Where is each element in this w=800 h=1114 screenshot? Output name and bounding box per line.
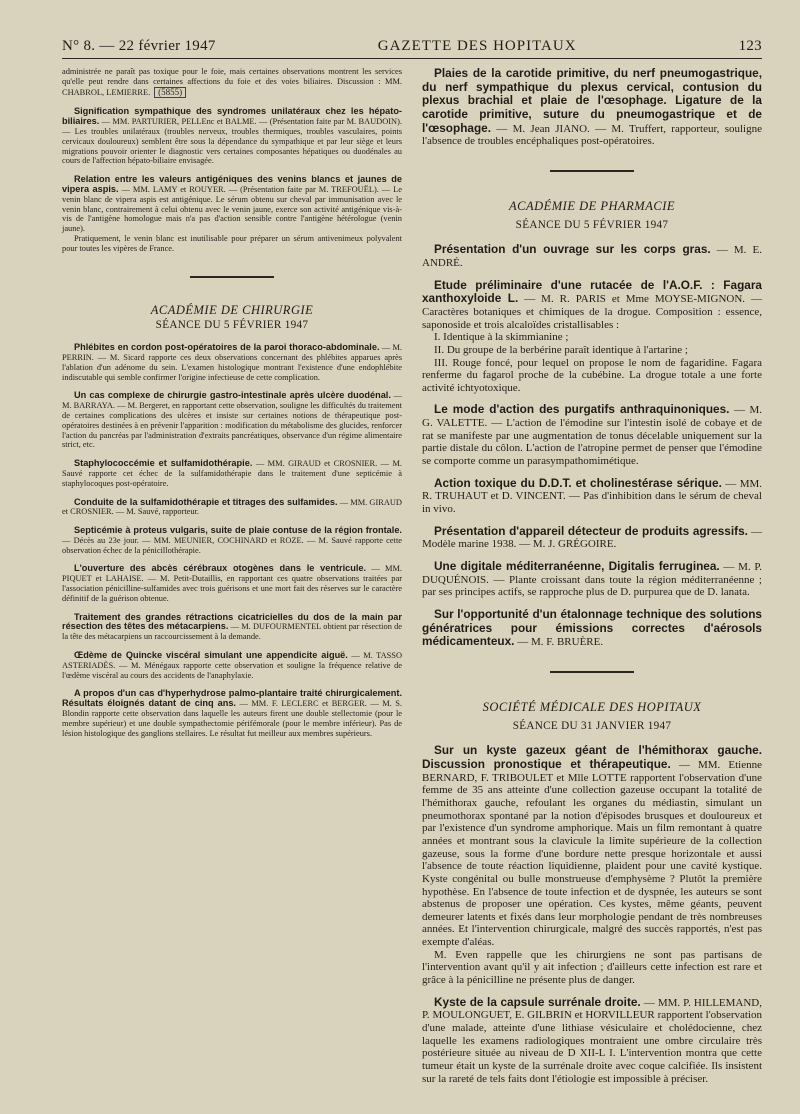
article-title: Conduite de la sulfamidothérapie et titrages des sulfamides. <box>74 496 338 507</box>
article <box>422 403 762 467</box>
article-body: — MM. P. HILLEMAND, P. MOULONGUET, E. GILBRIN et HORVILLEUR rapportent l'observation d'une malade, atteinte d'une lithiase vésiculaire et cholédocienne, chez laquelle les examens radiologiques montraient une ombre circulaire très postérieure située au niveau de D XII-L I. L'intervention montra que cette tumeur était un kyste de la surrénale droite avec coque calcifiée. Ils insistent sur la rareté de tels faits dont l'étiologie est impossible à préciser. <box>422 996 763 1085</box>
article-body: — M. TASSO ASTERIADÈS. — M. Ménégaux rapporte cette observation et souligne la fréquence relative de l'œdème viscéral au cours des accidents de l'anaphylaxie. <box>62 651 402 680</box>
article-body: — M. E. ANDRÉ. <box>422 244 762 269</box>
article-body: — MM. GIRAUD et CROSNIER. — M. Sauvé, rapporteur. <box>62 497 402 517</box>
article-body: — M. PERRIN. — M. Sicard rapporte ces deux observations concernant des phlébites apparues après l'ablation d'un adénome du sein. L'examen histologique montrant l'existence d'une endophlébite indiscutable qui semble confirmer l'origine infectieuse de cette complication. <box>62 343 402 382</box>
right-column <box>422 67 762 1094</box>
article-title: Œdème de Quincke viscéral simulant une appendicite aiguë. <box>74 650 348 661</box>
article-title: Phlébites en cordon post-opératoires de la paroi thoraco-abdominale. <box>74 342 380 353</box>
article <box>422 243 762 269</box>
article-title: A propos d'un cas d'hyperhydrose palmo-plantaire traité chirurgicalement. Résultats éloignés datant de cinq ans. <box>62 688 402 709</box>
article-body: — M. Jean JIANO. — M. Truffert, rapporteur, souligne l'absence de troubles encéphaliques post-opératoires. <box>422 122 762 148</box>
article-body: — Modèle marine 1938. — M. J. GRÉGOIRE. <box>422 525 763 551</box>
section-title: ACADÉMIE DE CHIRURGIE <box>150 302 314 317</box>
journal-title: GAZETTE DES HOPITAUX <box>377 38 577 54</box>
article-title: Etude préliminaire d'une rutacée de l'A.O.F. : Fagara xanthoxyloide L. <box>422 277 762 306</box>
article <box>422 996 762 1086</box>
article-title: Présentation d'un ouvrage sur les corps gras. <box>434 242 711 257</box>
section-title: ACADÉMIE DE PHARMACIE <box>508 198 675 213</box>
article <box>62 343 402 382</box>
article <box>422 525 762 551</box>
article-body: — M. R. PARIS et Mme MOYSE-MIGNON. — Caractères botaniques et chimiques de la drogue. Composition : essence, saponoside et trois alcaloïdes cristallisables : <box>422 293 762 331</box>
article-body: — MM. PIQUET et LAHAISE. — M. Petit-Dutaillis, en rapportant ces quatre observations traitées par l'association pénicilline-sulfamides avec trois guérisons et une mort fait des réserves sur le caractère définitif de la guérison obtenue. <box>62 564 402 603</box>
article <box>422 279 762 395</box>
article-body: — MM. R. TRUHAUT et D. VINCENT. — Pas d'inhibition dans le sérum de cheval in vivo. <box>422 477 763 516</box>
article-body: — MM. GIRAUD et CROSNIER. — M. Sauvé rapporte cet échec de la sulfamidothérapie dans le traitement d'une septicémie à staphylocoques post-opératoire. <box>62 459 402 488</box>
article-title: Sur un kyste gazeux géant de l'hémithorax gauche. Discussion pronostique et thérapeutique. <box>422 743 762 771</box>
article-continuation <box>62 67 402 98</box>
article-extra-paragraph: Pratiquement, le venin blanc est inutilisable pour préparer un sérum antivenimeux polyvalent pour toutes les vipères de France. <box>62 233 402 253</box>
article-body: — M. BARRAYA. — M. Bergeret, en rapportant cette observation, souligne les difficultés du traitement de certaines complications des ulcères et insiste sur certaines notions de thérapeutique post-opératoires destinées à en prévenir l'apparition : modification du métabolisme des glucides, renforcer l'action du pancréas par l'administration d'extraits pancréatiques, observance d'un régime alimentaire strict, etc. <box>62 391 403 450</box>
article-title: Staphylococcémie et sulfamidothérapie. <box>74 458 253 469</box>
article <box>422 560 762 599</box>
article <box>62 689 402 738</box>
running-head <box>62 38 762 59</box>
article-title: Une digitale méditerranéenne, Digitalis ferruginea. <box>434 559 720 574</box>
article <box>62 651 402 680</box>
session-date: SÉANCE DU 31 JANVIER 1947 <box>512 719 672 732</box>
article <box>62 175 402 253</box>
article-body: — MM. LAMY et ROUYER. — (Présentation faite par M. TREFOUËL). — Le venin blanc de vipera aspis est antigénique. Le sérum obtenu sur cheval par immunisation avec le venin blanc, contrairement à celui obtenu avec le venin jaune, exerce son activité antigénique vis-à-vis de l'antigène homologue mais n'a pas d'action sensible contre l'antigène hétérologue (venin jaune). <box>62 184 402 234</box>
article-body: — MM. F. LECLERC et BERGER. — M. S. Blondin rapporte cette observation dans laquelle les auteurs firent une double stellectomie (pour le membre supérieur) et une double sympathectomie périfémorale (pour le membre inférieur). Pas de lésion histologique des ganglions stellaires. Le résultat fut meilleur aux membres supérieurs. <box>62 699 402 738</box>
article <box>62 391 402 450</box>
article <box>62 459 402 488</box>
article-body: — M. DUFOURMENTEL obtient par résection de la tête des métacarpiens un raccourcissement à la demande. <box>62 622 402 642</box>
article <box>62 107 402 166</box>
article-body: — Décès au 23e jour. — MM. MEUNIER, COCHINARD et ROZE. — M. Sauvé rapporte cette observation échec de la pénicillothérapie. <box>62 535 402 555</box>
issue-date: N° 8. — 22 février 1947 <box>62 38 216 54</box>
article-body: — M. P. DUQUÉNOIS. — Plante croissant dans toute la région méditerranéenne ; par ses principes actifs, se rapproche plus de D. purpurea que de D. lanata. <box>422 561 762 599</box>
article-title: Signification sympathique des syndromes unilatéraux chez les hépato-biliaires. <box>62 106 402 127</box>
page-number: 123 <box>738 38 762 54</box>
section-title: SOCIÉTÉ MÉDICALE DES HOPITAUX <box>482 699 702 714</box>
article-extra-paragraph: M. Even rappelle que les chirurgiens ne sont pas partisans de l'intervention avant qu'il y ait infection ; d'ailleurs cette infection est rare et grâce à la pénicilline ne présente plus de danger. <box>422 948 762 987</box>
article-body: — MM. Etienne BERNARD, F. TRIBOULET et Mlle LOTTE rapportent l'observation d'une femme de 35 ans atteinte d'une collection gazeuse occupant la totalité de l'hémithorax gauche, refoulant les organes du médiastin, simulant un pneumothorax spontané par la notion d'épisodes brusques et douloureux et par l'existence d'un syndrome amphorique. Mais un film remontant à quatre années et montrant sous la clavicule la limite supérieure de la collection gazeuse, sous la forme d'une bordure nette presque horizontale et aussi l'absence de toute réaction liquidienne, plaident pour une cavité kystique. Kyste congénital ou bulle monstrueuse d'emphysème ? Plutôt la première hypothèse. En l'absence de toute infection et de dyspnée, les auteurs se sont abstenus de proposer une opération. Ces kystes, même géants, peuvent demeurer latents et fixés dans leur morphologie pendant de très nombreuses années. Et l'intervention chirurgicale, malgré des succès rapportés, n'est pas exempte d'aléas. <box>422 758 762 949</box>
article <box>62 498 402 518</box>
article-title: Action toxique du D.D.T. et cholinestérase sérique. <box>434 475 722 490</box>
article <box>62 613 402 642</box>
article-title: Un cas complexe de chirurgie gastro-intestinale après ulcère duodénal. <box>74 390 391 401</box>
article <box>422 477 762 516</box>
article-list-line: I. Identique à la skimmianine ; <box>434 331 569 344</box>
article-title: Plaies de la carotide primitive, du nerf pneumogastrique, du nerf sympathique du plexus cervical, contusion du plexus brachial et plaie de l'œsophage. Ligature de la carotide primitive, suture du pneumogastrique et de l'œsophage. <box>422 66 762 135</box>
article <box>422 744 762 986</box>
session-date: SÉANCE DU 5 FÉVRIER 1947 <box>515 218 669 231</box>
article-title: Sur l'opportunité d'un étalonnage technique des solutions génératrices pour émissions correctes d'aérosols médicamenteux. <box>422 607 762 649</box>
article-title: L'ouverture des abcès cérébraux otogènes dans le ventricule. <box>74 563 367 574</box>
session-date: SÉANCE DU 5 FÉVRIER 1947 <box>155 319 309 332</box>
stamp: (5855) <box>154 87 186 99</box>
article-body: — M. F. BRUÈRE. <box>514 636 604 649</box>
article <box>62 526 402 555</box>
article-title: Présentation d'appareil détecteur de produits agressifs. <box>434 523 748 538</box>
section-divider <box>190 276 274 278</box>
article-title: Kyste de la capsule surrénale droite. <box>434 994 641 1009</box>
article-body: — MM. PARTURIER, PELLEnc et BALME. — (Présentation faite par M. BAUDOIN). — Les troubles unilatéraux (troubles nerveux, troubles thermiques, troubles vasculaires, points cervicaux douloureux) semblent être sous la dépendance du sympathique et par leur siège et leurs migrations pouvoir orienter le diagnostic vers certaines composantes hépatiques ou duodénales au cours de l'affection hépato-biliaire envisagée. <box>62 117 402 166</box>
article <box>62 564 402 603</box>
article-body: administrée ne paraît pas toxique pour le foie, mais certaines observations montrent les services qu'elle peut rendre dans certaines affections du foie et des voies biliaires. Discussion : MM. CHABROL, LEMIERRE. (5855) <box>62 67 402 97</box>
left-column <box>62 67 402 1094</box>
article <box>422 608 762 649</box>
article-title: Relation entre les valeurs antigéniques des venins blancs et jaunes de vipera aspis. <box>62 174 402 194</box>
article-list-line: II. Du groupe de la berbérine paraît identique à l'artarine ; <box>434 343 688 356</box>
article <box>422 67 762 148</box>
article-title: Traitement des grandes rétractions cicatricielles du dos de la main par résection des têtes des métacarpiens. <box>62 611 402 632</box>
article-title: Le mode d'action des purgatifs anthraquinoniques. <box>434 402 730 417</box>
section-divider <box>550 671 634 673</box>
section-divider <box>550 170 634 172</box>
article-body: — M. G. VALETTE. — L'action de l'émodine sur l'intestin isolé de cobaye et de rat se manifeste par une augmentation de tonus décelable uniquement sur la partie distale du côlon. L'action de l'atropine permet de penser que l'émodine se comporte comme un parasympathomimétique. <box>422 404 762 468</box>
article-list-line: III. Rouge foncé, pour lequel on propose le nom de fagaridine. Fagara renferme du fagarol proche de la cubébine. La drogue totale a une forte activité ichtyotoxique. <box>422 356 762 394</box>
article-title: Septicémie à proteus vulgaris, suite de plaie contuse de la région frontale. <box>74 525 402 536</box>
